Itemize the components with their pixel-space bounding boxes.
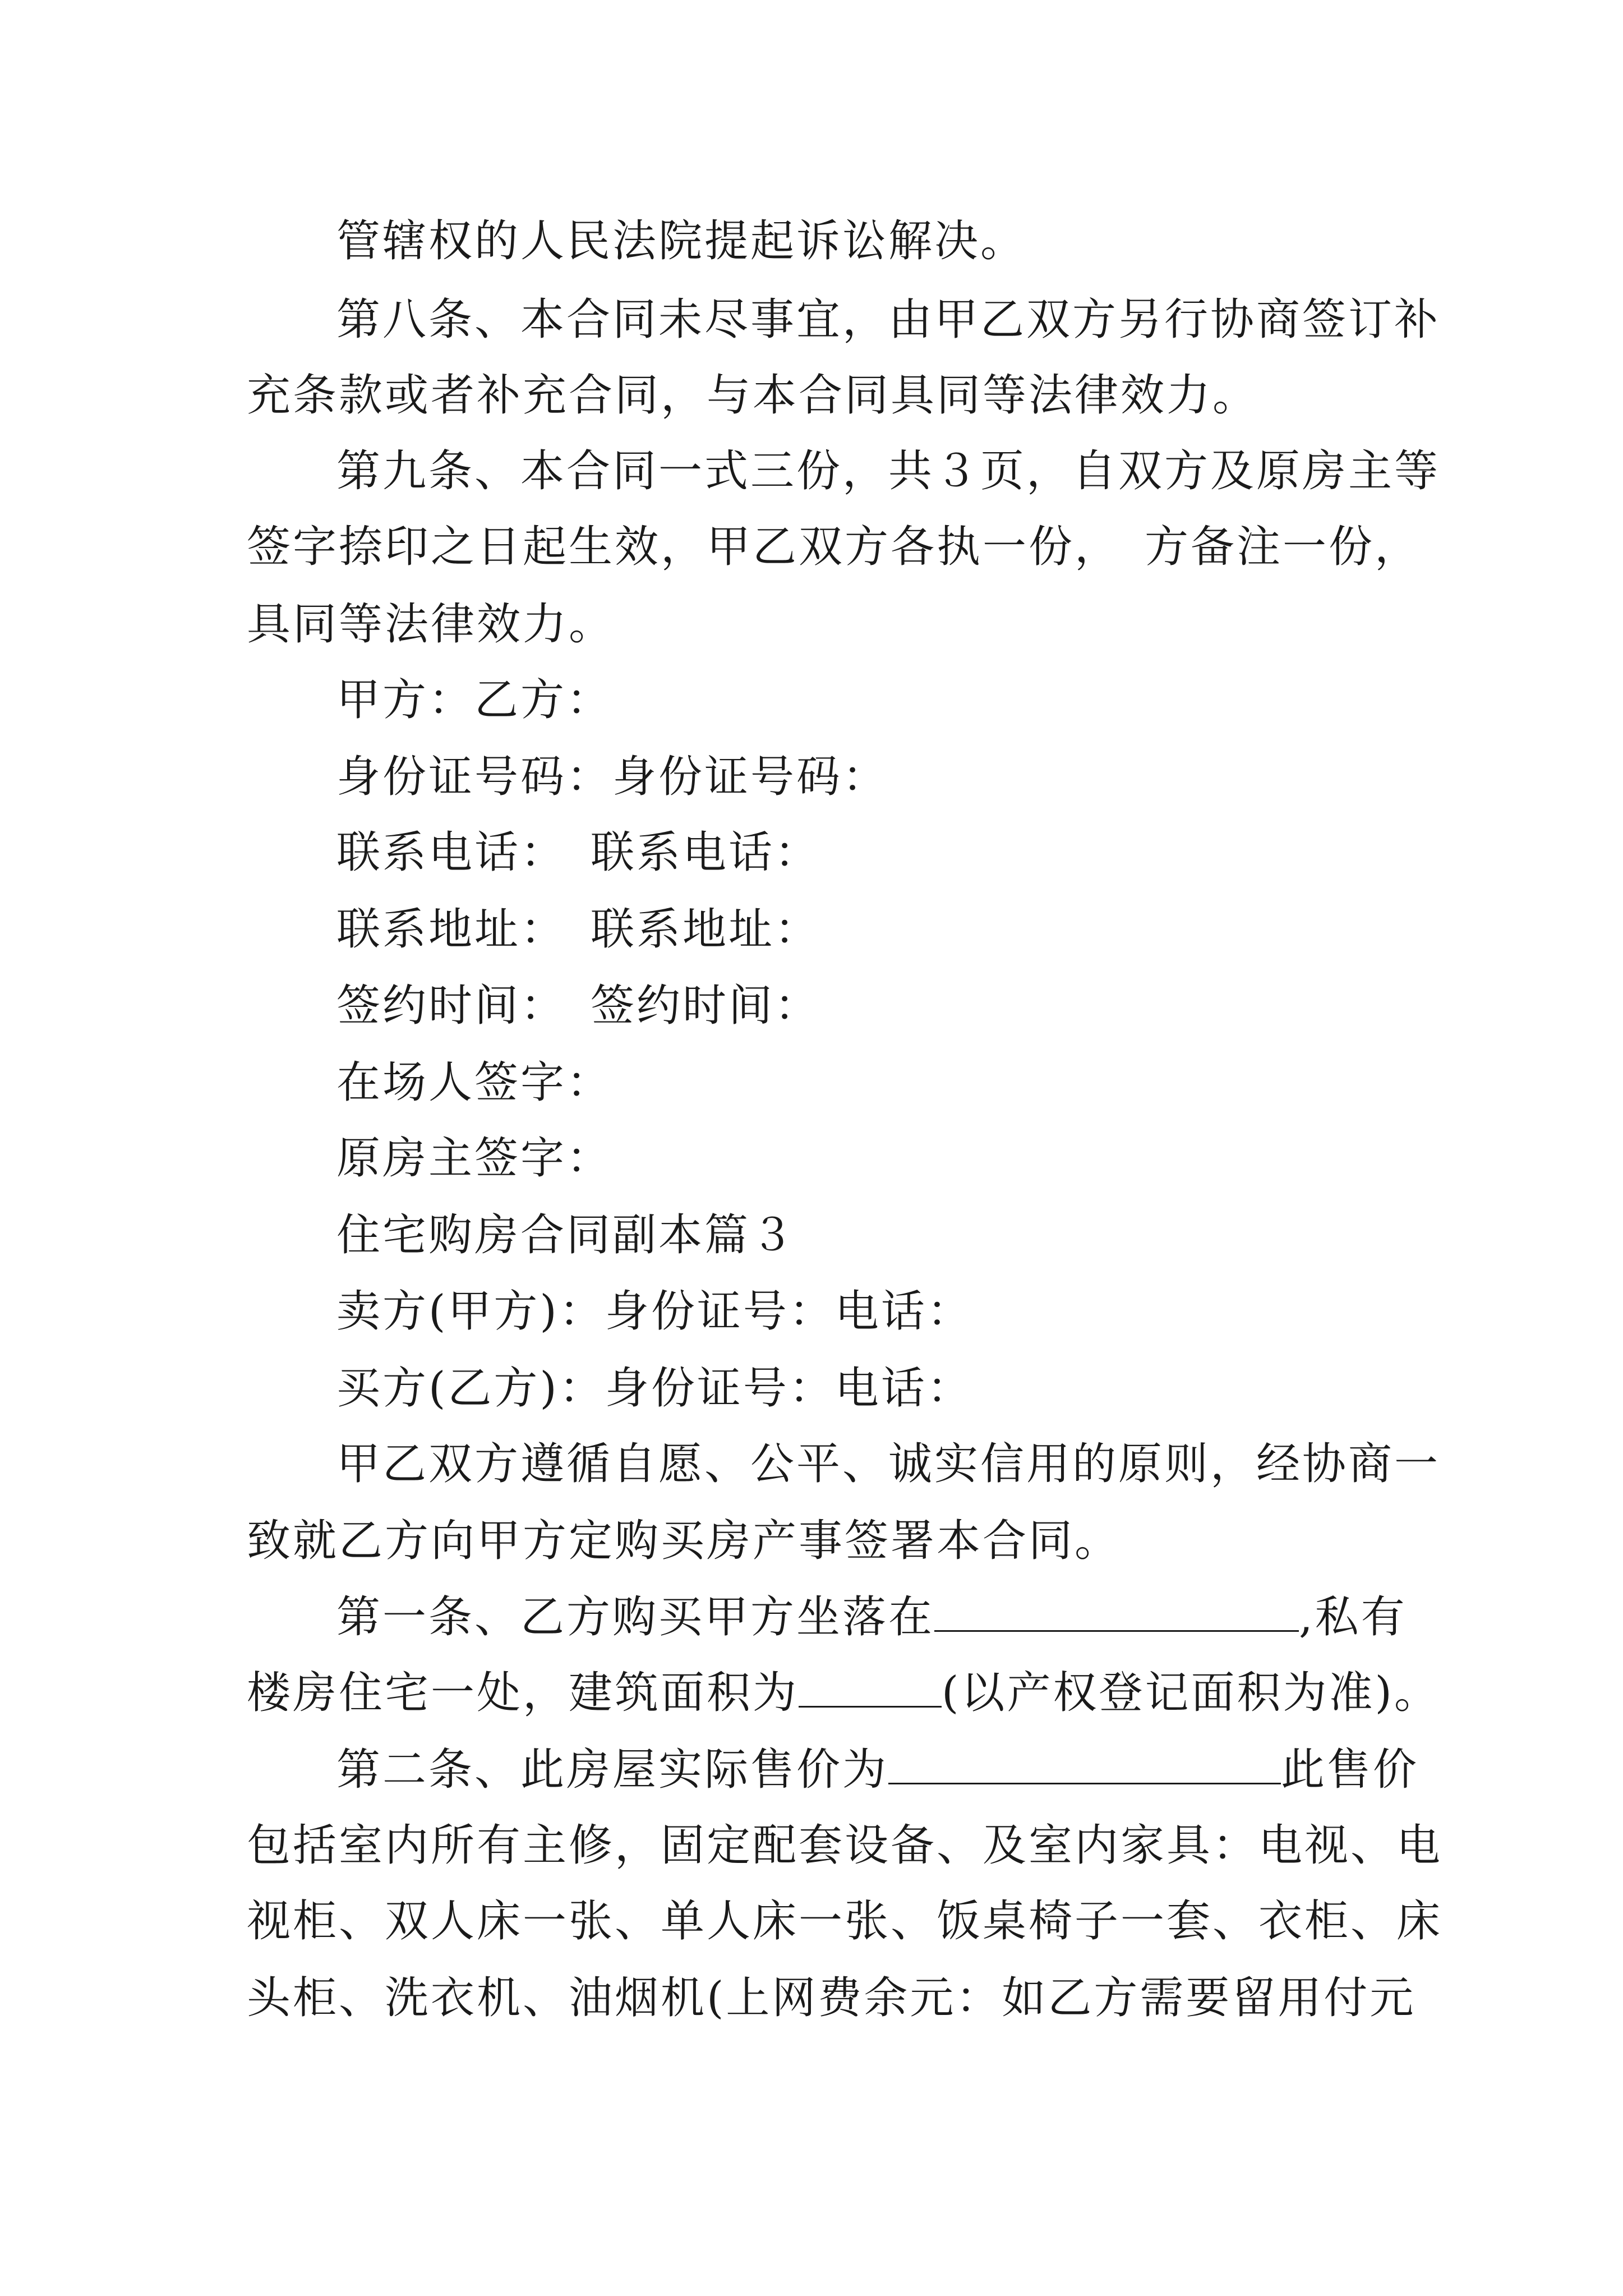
price-blank — [888, 1743, 1281, 1784]
area-text: 楼房住宅一处，建筑面积为 — [247, 1668, 799, 1718]
area-blank — [799, 1667, 942, 1708]
section-heading: 住宅购房合同副本篇３ — [336, 1210, 797, 1260]
seller-line: 卖方(甲方)：身份证号：电话： — [336, 1286, 973, 1337]
text-line-24: 头柜、洗衣机、油烟机(上网费余元：如乙方需要留用付元 — [247, 1973, 1416, 2023]
party-line: 甲方：乙方： — [336, 675, 613, 725]
signing-date-line: 签约时间： 签约时间： — [336, 981, 821, 1031]
text-line-2: 第八条、本合同未尽事宜，由甲乙双方另行协商签订补 — [336, 295, 1441, 345]
address-line: 联系地址： 联系地址： — [336, 904, 821, 955]
text-line-4: 第九条、本合同一式三份，共３页，自双方及原房主等 — [336, 446, 1441, 496]
text-line-5: 签字捺印之日起生效，甲乙双方各执一份， 方备注一份， — [247, 522, 1421, 572]
article-1-text: 第一条、乙方购买甲方坐落在 — [336, 1592, 935, 1642]
original-owner-signature-line: 原房主签字： — [336, 1133, 613, 1184]
area-line — [247, 1665, 1440, 1721]
phone-line: 联系电话： 联系电话： — [336, 827, 821, 878]
text-line-1: 管辖权的人民法院提起诉讼解决。 — [336, 216, 1027, 266]
text-line-23: 视柜、双人床一张、单人床一张、饭桌椅子一套、衣柜、床 — [247, 1896, 1443, 1947]
article-2-text: 第二条、此房屋实际售价为 — [336, 1745, 889, 1795]
text-line-6: 具同等法律效力。 — [247, 599, 615, 650]
article-2-text-end: 此售价 — [1281, 1745, 1419, 1795]
article-1-line — [336, 1589, 1407, 1645]
area-text-end: (以产权登记面积为准)。 — [942, 1668, 1440, 1718]
text-line-3: 充条款或者补充合同，与本合同具同等法律效力。 — [247, 370, 1259, 421]
buyer-line: 买方(乙方)：身份证号：电话： — [336, 1363, 973, 1414]
location-blank — [934, 1591, 1299, 1632]
id-number-line: 身份证号码：身份证号码： — [336, 752, 889, 802]
article-1-text-end: ,私有 — [1299, 1592, 1407, 1642]
text-line-22: 包括室内所有主修，固定配套设备、及室内家具：电视、电 — [247, 1820, 1443, 1871]
witness-signature-line: 在场人签字： — [336, 1057, 613, 1108]
article-2-line — [336, 1742, 1419, 1798]
text-line-18: 致就乙方向甲方定购买房产事签署本合同。 — [247, 1516, 1121, 1566]
text-line-17: 甲乙双方遵循自愿、公平、诚实信用的原则，经协商一 — [336, 1439, 1441, 1489]
